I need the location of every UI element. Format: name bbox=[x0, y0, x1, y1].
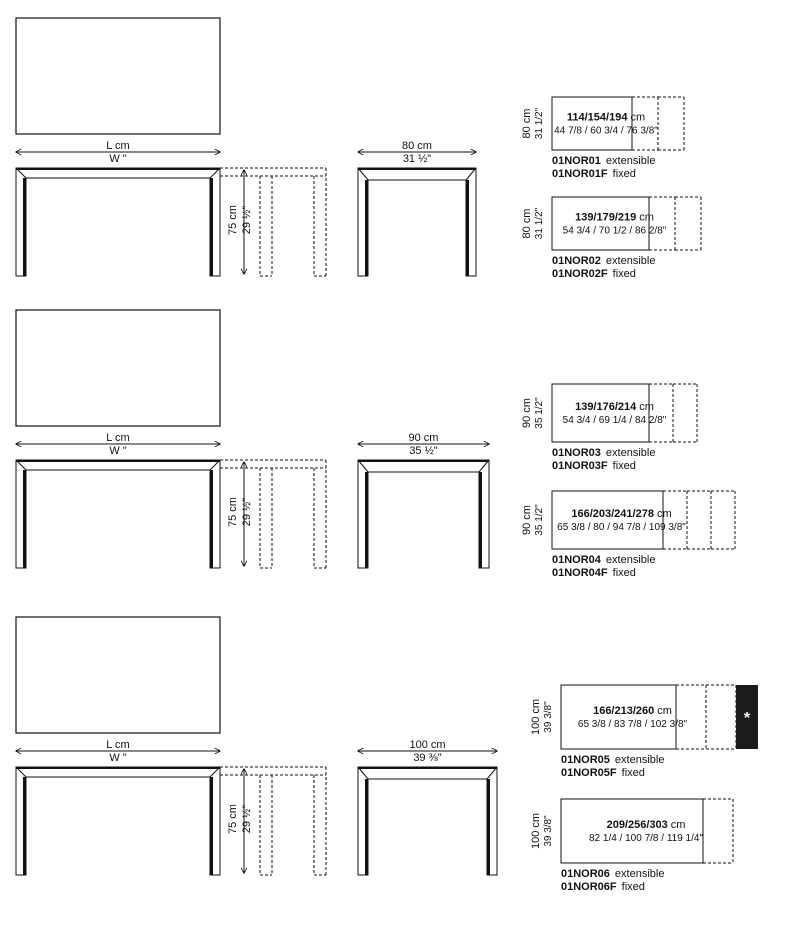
leg-shade bbox=[466, 180, 469, 276]
height-label-inches: 29 ½" bbox=[241, 497, 253, 527]
table-top-plan bbox=[552, 491, 663, 549]
table-group bbox=[16, 310, 735, 579]
height-label: 75 cm bbox=[227, 497, 239, 527]
code-fixed bbox=[552, 168, 636, 180]
code: 01NOR04F bbox=[552, 567, 608, 579]
table-top-plan bbox=[561, 685, 676, 749]
sizes-cm bbox=[607, 819, 686, 831]
side-depth-label-inches: 35 1/2" bbox=[534, 397, 545, 429]
sizes-unit: cm bbox=[657, 705, 672, 717]
length-label-inches: W " bbox=[109, 445, 127, 457]
leg-shade bbox=[365, 180, 368, 276]
code-fixed bbox=[552, 567, 636, 579]
height-label-inches: 29 ½" bbox=[241, 205, 253, 235]
code-type: fixed bbox=[612, 268, 636, 280]
length-label: L cm bbox=[106, 739, 130, 751]
code-extensible bbox=[561, 754, 664, 766]
sizes-inches: 54 3/4 / 69 1/4 / 84 2/8" bbox=[562, 415, 667, 426]
table-top-plan bbox=[552, 197, 649, 250]
side-depth-label: 100 cm bbox=[530, 812, 542, 850]
sizes-cm-value: 166/213/260 bbox=[593, 705, 655, 717]
table-top-plan bbox=[561, 799, 703, 863]
length-label: L cm bbox=[106, 140, 130, 152]
leg-shade bbox=[210, 777, 213, 875]
code: 01NOR02 bbox=[552, 255, 601, 267]
code-type: extensible bbox=[605, 554, 656, 566]
code-type: extensible bbox=[605, 447, 656, 459]
plan-view bbox=[16, 18, 220, 134]
height-label: 75 cm bbox=[227, 804, 239, 834]
side-depth-label: 100 cm bbox=[530, 698, 542, 736]
side-depth-label-inches: 31 1/2" bbox=[534, 207, 545, 240]
side-depth-label: 80 cm bbox=[521, 108, 533, 139]
leg-shade bbox=[365, 472, 368, 568]
sizes-cm-value: 139/179/219 bbox=[575, 211, 637, 224]
sizes-cm-value: 114/154/194 bbox=[566, 111, 628, 124]
code: 01NOR01F bbox=[552, 168, 608, 180]
sizes-unit: cm bbox=[656, 508, 672, 520]
leg-shade bbox=[23, 777, 26, 875]
code-type: extensible bbox=[605, 255, 656, 267]
code: 01NOR02F bbox=[552, 268, 608, 280]
side-depth-label-inches: 35 1/2" bbox=[534, 504, 545, 536]
sizes-inches: 65 3/8 / 83 7/8 / 102 3/8" bbox=[577, 719, 688, 730]
side-depth-label-inches: 39 3/8" bbox=[543, 815, 554, 847]
code-type: fixed bbox=[612, 168, 636, 180]
length-label: L cm bbox=[106, 432, 130, 444]
code-type: fixed bbox=[621, 767, 645, 779]
sizes-cm-value: 166/203/241/278 bbox=[571, 508, 654, 520]
table-front-outline bbox=[358, 767, 497, 875]
table-front-outline bbox=[16, 460, 220, 568]
code: 01NOR05 bbox=[561, 754, 610, 766]
sizes-inches: 54 3/4 / 70 1/2 / 86 2/8" bbox=[562, 225, 667, 237]
code: 01NOR04 bbox=[552, 554, 601, 566]
code: 01NOR06 bbox=[561, 868, 610, 880]
sizes-unit: cm bbox=[639, 401, 654, 413]
sizes-inches: 65 3/8 / 80 / 94 7/8 / 109 3/8" bbox=[557, 522, 686, 533]
side-depth-label: 90 cm bbox=[521, 398, 533, 428]
sizes-inches: 44 7/8 / 60 3/4 / 76 3/8" bbox=[554, 125, 658, 137]
model-entry bbox=[530, 799, 733, 893]
plan-view bbox=[16, 310, 220, 426]
model-entry bbox=[521, 97, 684, 180]
side-depth-label-inches: 31 1/2" bbox=[534, 107, 545, 140]
code-type: fixed bbox=[612, 567, 636, 579]
code-type: extensible bbox=[614, 868, 665, 880]
depth-label: 80 cm bbox=[402, 140, 432, 152]
code-fixed bbox=[552, 460, 636, 472]
table-front-outline bbox=[358, 168, 476, 276]
code: 01NOR01 bbox=[552, 155, 601, 167]
table-front-outline bbox=[16, 767, 220, 875]
leg-shade bbox=[365, 779, 368, 875]
table-front-outline bbox=[16, 168, 220, 276]
code-type: fixed bbox=[612, 460, 636, 472]
side-depth-label-inches: 39 3/8" bbox=[543, 701, 554, 733]
code-extensible bbox=[552, 155, 655, 167]
table-top-plan bbox=[552, 384, 649, 442]
badge-asterisk: * bbox=[743, 710, 751, 727]
sizes-cm bbox=[593, 705, 672, 717]
leg-shade bbox=[23, 178, 26, 276]
table-group bbox=[16, 617, 758, 893]
code-fixed bbox=[561, 881, 645, 893]
sizes-cm-value: 139/176/214 bbox=[575, 401, 637, 413]
code: 01NOR03 bbox=[552, 447, 601, 459]
leg-shade bbox=[210, 178, 213, 276]
code-fixed bbox=[552, 268, 636, 280]
depth-label-inches: 35 ½" bbox=[409, 445, 438, 457]
table-group bbox=[16, 18, 701, 280]
height-label: 75 cm bbox=[227, 205, 239, 235]
code-type: extensible bbox=[614, 754, 665, 766]
code-fixed bbox=[561, 767, 645, 779]
code-extensible bbox=[552, 447, 655, 459]
code-type: extensible bbox=[605, 155, 656, 167]
model-entry bbox=[521, 384, 697, 472]
sizes-cm bbox=[575, 212, 654, 224]
depth-label: 90 cm bbox=[408, 432, 439, 444]
depth-label: 100 cm bbox=[409, 739, 446, 751]
side-depth-label: 80 cm bbox=[521, 208, 533, 239]
code-extensible bbox=[552, 255, 655, 267]
code: 01NOR05F bbox=[561, 767, 617, 779]
leg-shade bbox=[23, 470, 26, 568]
sizes-cm bbox=[567, 112, 645, 124]
plan-view bbox=[16, 617, 220, 733]
table-top-plan bbox=[552, 97, 632, 150]
height-label-inches: 29 ½" bbox=[241, 804, 253, 834]
length-label-inches: W " bbox=[109, 153, 127, 165]
model-entry bbox=[521, 491, 735, 579]
sizes-unit: cm bbox=[639, 211, 654, 224]
code-type: fixed bbox=[621, 881, 645, 893]
leg-shade bbox=[210, 470, 213, 568]
sizes-cm-value: 209/256/303 bbox=[606, 819, 668, 831]
sizes-cm bbox=[575, 401, 654, 413]
code: 01NOR06F bbox=[561, 881, 617, 893]
depth-label-inches: 39 ⅜" bbox=[413, 752, 442, 764]
sizes-inches: 82 1/4 / 100 7/8 / 119 1/4" bbox=[588, 833, 704, 844]
leg-shade bbox=[479, 472, 482, 568]
leg-shade bbox=[487, 779, 490, 875]
code-extensible bbox=[552, 554, 655, 566]
code: 01NOR03F bbox=[552, 460, 608, 472]
depth-label-inches: 31 ½" bbox=[402, 153, 432, 165]
sizes-cm bbox=[571, 508, 671, 520]
side-depth-label: 90 cm bbox=[521, 505, 533, 535]
sizes-unit: cm bbox=[630, 111, 646, 124]
code-extensible bbox=[561, 868, 664, 880]
sizes-unit: cm bbox=[670, 819, 686, 831]
model-entry bbox=[530, 685, 758, 779]
model-entry bbox=[521, 197, 701, 280]
table-front-outline bbox=[358, 460, 489, 568]
length-label-inches: W " bbox=[109, 752, 127, 764]
